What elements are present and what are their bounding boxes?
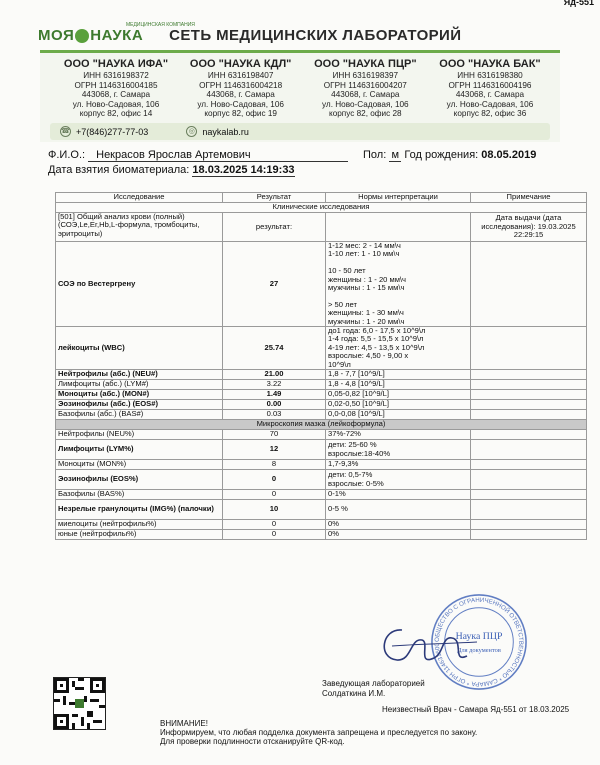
test-name: Эозинофилы (абс.) (EOS#) — [56, 400, 223, 410]
test-result: 1.49 — [223, 390, 326, 400]
org-office: корпус 82, офис 36 — [453, 109, 527, 119]
org-card — [54, 57, 178, 119]
test-result: 0.03 — [223, 410, 326, 420]
org-inn: ИНН 6316198380 — [457, 71, 523, 80]
stamp-center-text: Наука ПЦР — [455, 631, 503, 643]
org-ogrn: ОГРН 1146316004196 — [448, 80, 532, 90]
test-note — [471, 490, 587, 500]
org-name: ООО "НАУКА КДЛ" — [189, 58, 292, 70]
org-city: 443068, г. Самара — [206, 90, 275, 100]
section-title: Микроскопия мазка (лейкоформула) — [56, 420, 587, 430]
test-note — [471, 500, 587, 520]
table-row — [56, 327, 587, 370]
brand-subtitle: МЕДИЦИНСКАЯ КОМПАНИЯ — [126, 22, 195, 28]
test-result: 0 — [223, 470, 326, 490]
org-card — [303, 57, 427, 119]
contact-site[interactable]: naykalab.ru — [202, 126, 249, 137]
test-note — [471, 430, 587, 440]
leaf-icon — [75, 29, 89, 43]
table-row — [56, 520, 587, 530]
test-name: Моноциты (абс.) (MON#) — [56, 390, 223, 400]
test-result: 0 — [223, 520, 326, 530]
test-name: Базофилы (абс.) (BAS#) — [56, 410, 223, 420]
org-city: 443068, г. Самара — [331, 90, 400, 100]
patient-name: Некрасов Ярослав Артемович — [88, 149, 348, 162]
table-row — [56, 400, 587, 410]
col-header-norm: Нормы интерпретации — [326, 193, 471, 203]
test-norm: 37%-72% — [326, 430, 471, 440]
test-note — [471, 460, 587, 470]
sex-label: Пол: — [363, 149, 387, 161]
test-result: 27 — [223, 242, 326, 327]
test-note — [471, 440, 587, 460]
test-result: 70 — [223, 430, 326, 440]
rows2 — [56, 430, 587, 540]
test-result: 3.22 — [223, 380, 326, 390]
stamp-sub-text: Для документов — [457, 646, 501, 654]
org-name: ООО "НАУКА БАК" — [439, 58, 541, 70]
brand-right: НАУКА — [90, 26, 144, 44]
test-norm: 1,8 - 7,7 [10^9/L] — [326, 370, 471, 380]
warning-title: ВНИМАНИЕ! — [160, 719, 208, 728]
brand-logo — [38, 27, 143, 44]
test-name: Нейтрофилы (абс.) (NEU#) — [56, 370, 223, 380]
test-note — [471, 400, 587, 410]
test-name: Лимфоциты (абс.) (LYM#) — [56, 380, 223, 390]
report-header — [38, 22, 558, 48]
test-note — [471, 380, 587, 390]
org-inn: ИНН 6316198372 — [83, 71, 149, 80]
patient-dob: 08.05.2019 — [481, 149, 537, 161]
org-ogrn: ОГРН 1146316004218 — [199, 80, 283, 90]
phone-icon: ☎ — [61, 128, 70, 135]
test-norm: 0-1% — [326, 490, 471, 500]
signature-name: Солдаткина И.М. — [322, 689, 386, 698]
test-result: 12 — [223, 440, 326, 460]
dob-label: Год рождения: — [404, 149, 479, 161]
sample-date: 18.03.2025 14:19:33 — [192, 164, 295, 176]
test-name: лейкоциты (WBC) — [56, 327, 223, 370]
test-norm: 0,0-0,08 [10^9/L] — [326, 410, 471, 420]
test-note — [471, 370, 587, 380]
test-norm: 0% — [326, 530, 471, 540]
order-row — [56, 213, 587, 242]
patient-sex: м — [389, 149, 401, 162]
test-note — [471, 327, 587, 370]
test-note — [471, 470, 587, 490]
table-row — [56, 440, 587, 460]
test-norm: 1,8 - 4,8 [10^9/L] — [326, 380, 471, 390]
table-row — [56, 530, 587, 540]
org-street: ул. Ново-Садовая, 106 — [197, 99, 284, 109]
fio-label: Ф.И.О.: — [48, 149, 86, 161]
table-header-row — [56, 193, 587, 203]
qr-code[interactable] — [53, 677, 106, 730]
org-card — [428, 57, 552, 119]
test-result: 0.00 — [223, 400, 326, 410]
signature-title: Заведующая лабораторией — [322, 679, 425, 688]
org-ogrn: ОГРН 1146316004207 — [323, 80, 407, 90]
test-result: 10 — [223, 500, 326, 520]
test-name: Моноциты (MON%) — [56, 460, 223, 470]
test-note — [471, 520, 587, 530]
org-street: ул. Ново-Садовая, 106 — [446, 99, 534, 109]
test-norm: 0,05-0,82 [10^9/L] — [326, 390, 471, 400]
test-norm: 0-5 % — [326, 500, 471, 520]
warning-line1: Информируем, что любая подделка документа запрещена и преследуется по закону. — [160, 728, 478, 737]
test-result: 0 — [223, 490, 326, 500]
org-street: ул. Ново-Садовая, 106 — [72, 99, 160, 109]
table-row — [56, 490, 587, 500]
order-norm — [326, 213, 471, 242]
org-street: ул. Ново-Садовая, 106 — [322, 99, 409, 109]
sample-date-line — [48, 164, 295, 177]
signature-scribble — [372, 618, 482, 673]
test-note — [471, 530, 587, 540]
network-title: СЕТЬ МЕДИЦИНСКИХ ЛАБОРАТОРИЙ — [169, 26, 462, 44]
patient-sex-line — [363, 149, 536, 162]
org-office: корпус 82, офис 19 — [204, 109, 277, 119]
org-city: 443068, г. Самара — [81, 90, 151, 100]
test-name: миелоциты (нейтрофилы%) — [56, 520, 223, 530]
test-norm: дети: 0,5-7% взрослые: 0-5% — [326, 470, 471, 490]
test-name: юные (нейтрофилы%) — [56, 530, 223, 540]
contacts-bar — [50, 123, 550, 140]
rows1 — [56, 242, 587, 420]
table-row — [56, 390, 587, 400]
contact-phone[interactable]: +7(846)277-77-03 — [76, 126, 149, 137]
col-header-test: Исследование — [56, 193, 223, 203]
test-norm: 1-12 мес: 2 - 14 мм\ч 1-10 лет: 1 - 10 мм\ч 10 - 50 лет женщины : 1 - 20 мм\ч мужчины : 1 - 15 мм\ч > 50 лет женщины: 1 - 30 мм\ч мужчины : 1 - 20 мм\ч — [326, 242, 471, 327]
org-card — [179, 57, 303, 119]
org-city: 443068, г. Самара — [455, 90, 525, 100]
test-norm: дети: 25-60 % взрослые:18-40% — [326, 440, 471, 460]
test-name: СОЭ по Вестергрену — [56, 242, 223, 327]
test-norm: 0,02-0,50 [10^9/L] — [326, 400, 471, 410]
order-result-label: результат: — [223, 213, 326, 242]
verified-by: Неизвестный Врач - Самара Яд-551 от 18.03.2025 — [382, 705, 570, 714]
table-row — [56, 410, 587, 420]
test-norm: 1,7-9,3% — [326, 460, 471, 470]
test-note — [471, 390, 587, 400]
org-ogrn: ОГРН 1146316004185 — [74, 80, 158, 90]
section-title: Клинические исследования — [56, 203, 587, 213]
test-note — [471, 410, 587, 420]
col-header-result: Результат — [223, 193, 326, 203]
test-name: Эозинофилы (EOS%) — [56, 470, 223, 490]
test-norm: 0% — [326, 520, 471, 530]
patient-fio-line — [48, 149, 348, 162]
org-office: корпус 82, офис 28 — [329, 109, 402, 119]
test-name: Базофилы (BAS%) — [56, 490, 223, 500]
globe-icon: ◎ — [186, 126, 197, 137]
warning-line2: Для проверки подлинности отсканируйте QR-код. — [160, 737, 345, 746]
sample-date-label: Дата взятия биоматериала: — [48, 164, 190, 176]
results-table — [55, 192, 587, 540]
section-row — [56, 203, 587, 213]
table-row — [56, 430, 587, 440]
test-result: 0 — [223, 530, 326, 540]
org-inn: ИНН 6316198407 — [207, 71, 274, 80]
test-norm: до1 года: 6,0 - 17,5 х 10^9\л 1-4 года: 5,5 - 15,5 х 10^9\л 4-19 лет: 4,5 - 13,5 х 10^9\л взрослые: 4,50 - 9,00 х 10^9\л — [326, 327, 471, 370]
org-name: ООО "НАУКА ПЦР" — [314, 58, 417, 70]
org-inn: ИНН 6316198397 — [332, 71, 399, 80]
table-row — [56, 242, 587, 327]
test-name: Лимфоциты (LYM%) — [56, 440, 223, 460]
test-result: 21.00 — [223, 370, 326, 380]
test-name: Нейтрофилы (NEU%) — [56, 430, 223, 440]
table-row — [56, 370, 587, 380]
table-row — [56, 470, 587, 490]
organizations-block — [40, 50, 560, 142]
org-name: ООО "НАУКА ИФА" — [63, 58, 169, 70]
table-row — [56, 460, 587, 470]
table-row — [56, 500, 587, 520]
test-note — [471, 242, 587, 327]
col-header-note: Примечание — [471, 193, 587, 203]
order-name: [501] Общий анализ крови (полный)(СОЭ,Le,Er,Hb,L-формула, тромбоциты, эритроциты) — [56, 213, 223, 242]
test-result: 25.74 — [223, 327, 326, 370]
document-code: Яд-551 — [563, 0, 594, 7]
test-result: 8 — [223, 460, 326, 470]
test-name: Незрелые гранулоциты (IMG%) (палочки) — [56, 500, 223, 520]
order-note: Дата выдачи (дата исследования): 19.03.2025 22:29:15 — [471, 213, 587, 242]
org-office: корпус 82, офис 14 — [79, 109, 153, 119]
qr-pattern — [54, 678, 105, 729]
section-row — [56, 420, 587, 430]
brand-left: МОЯ — [38, 26, 75, 44]
table-row — [56, 380, 587, 390]
stamp-ring-text: ОБЩЕСТВО С ОГРАНИЧЕННОЙ ОТВЕТСТВЕННОСТЬЮ * САМАРА * ОГРН 114631600 — [433, 596, 525, 688]
